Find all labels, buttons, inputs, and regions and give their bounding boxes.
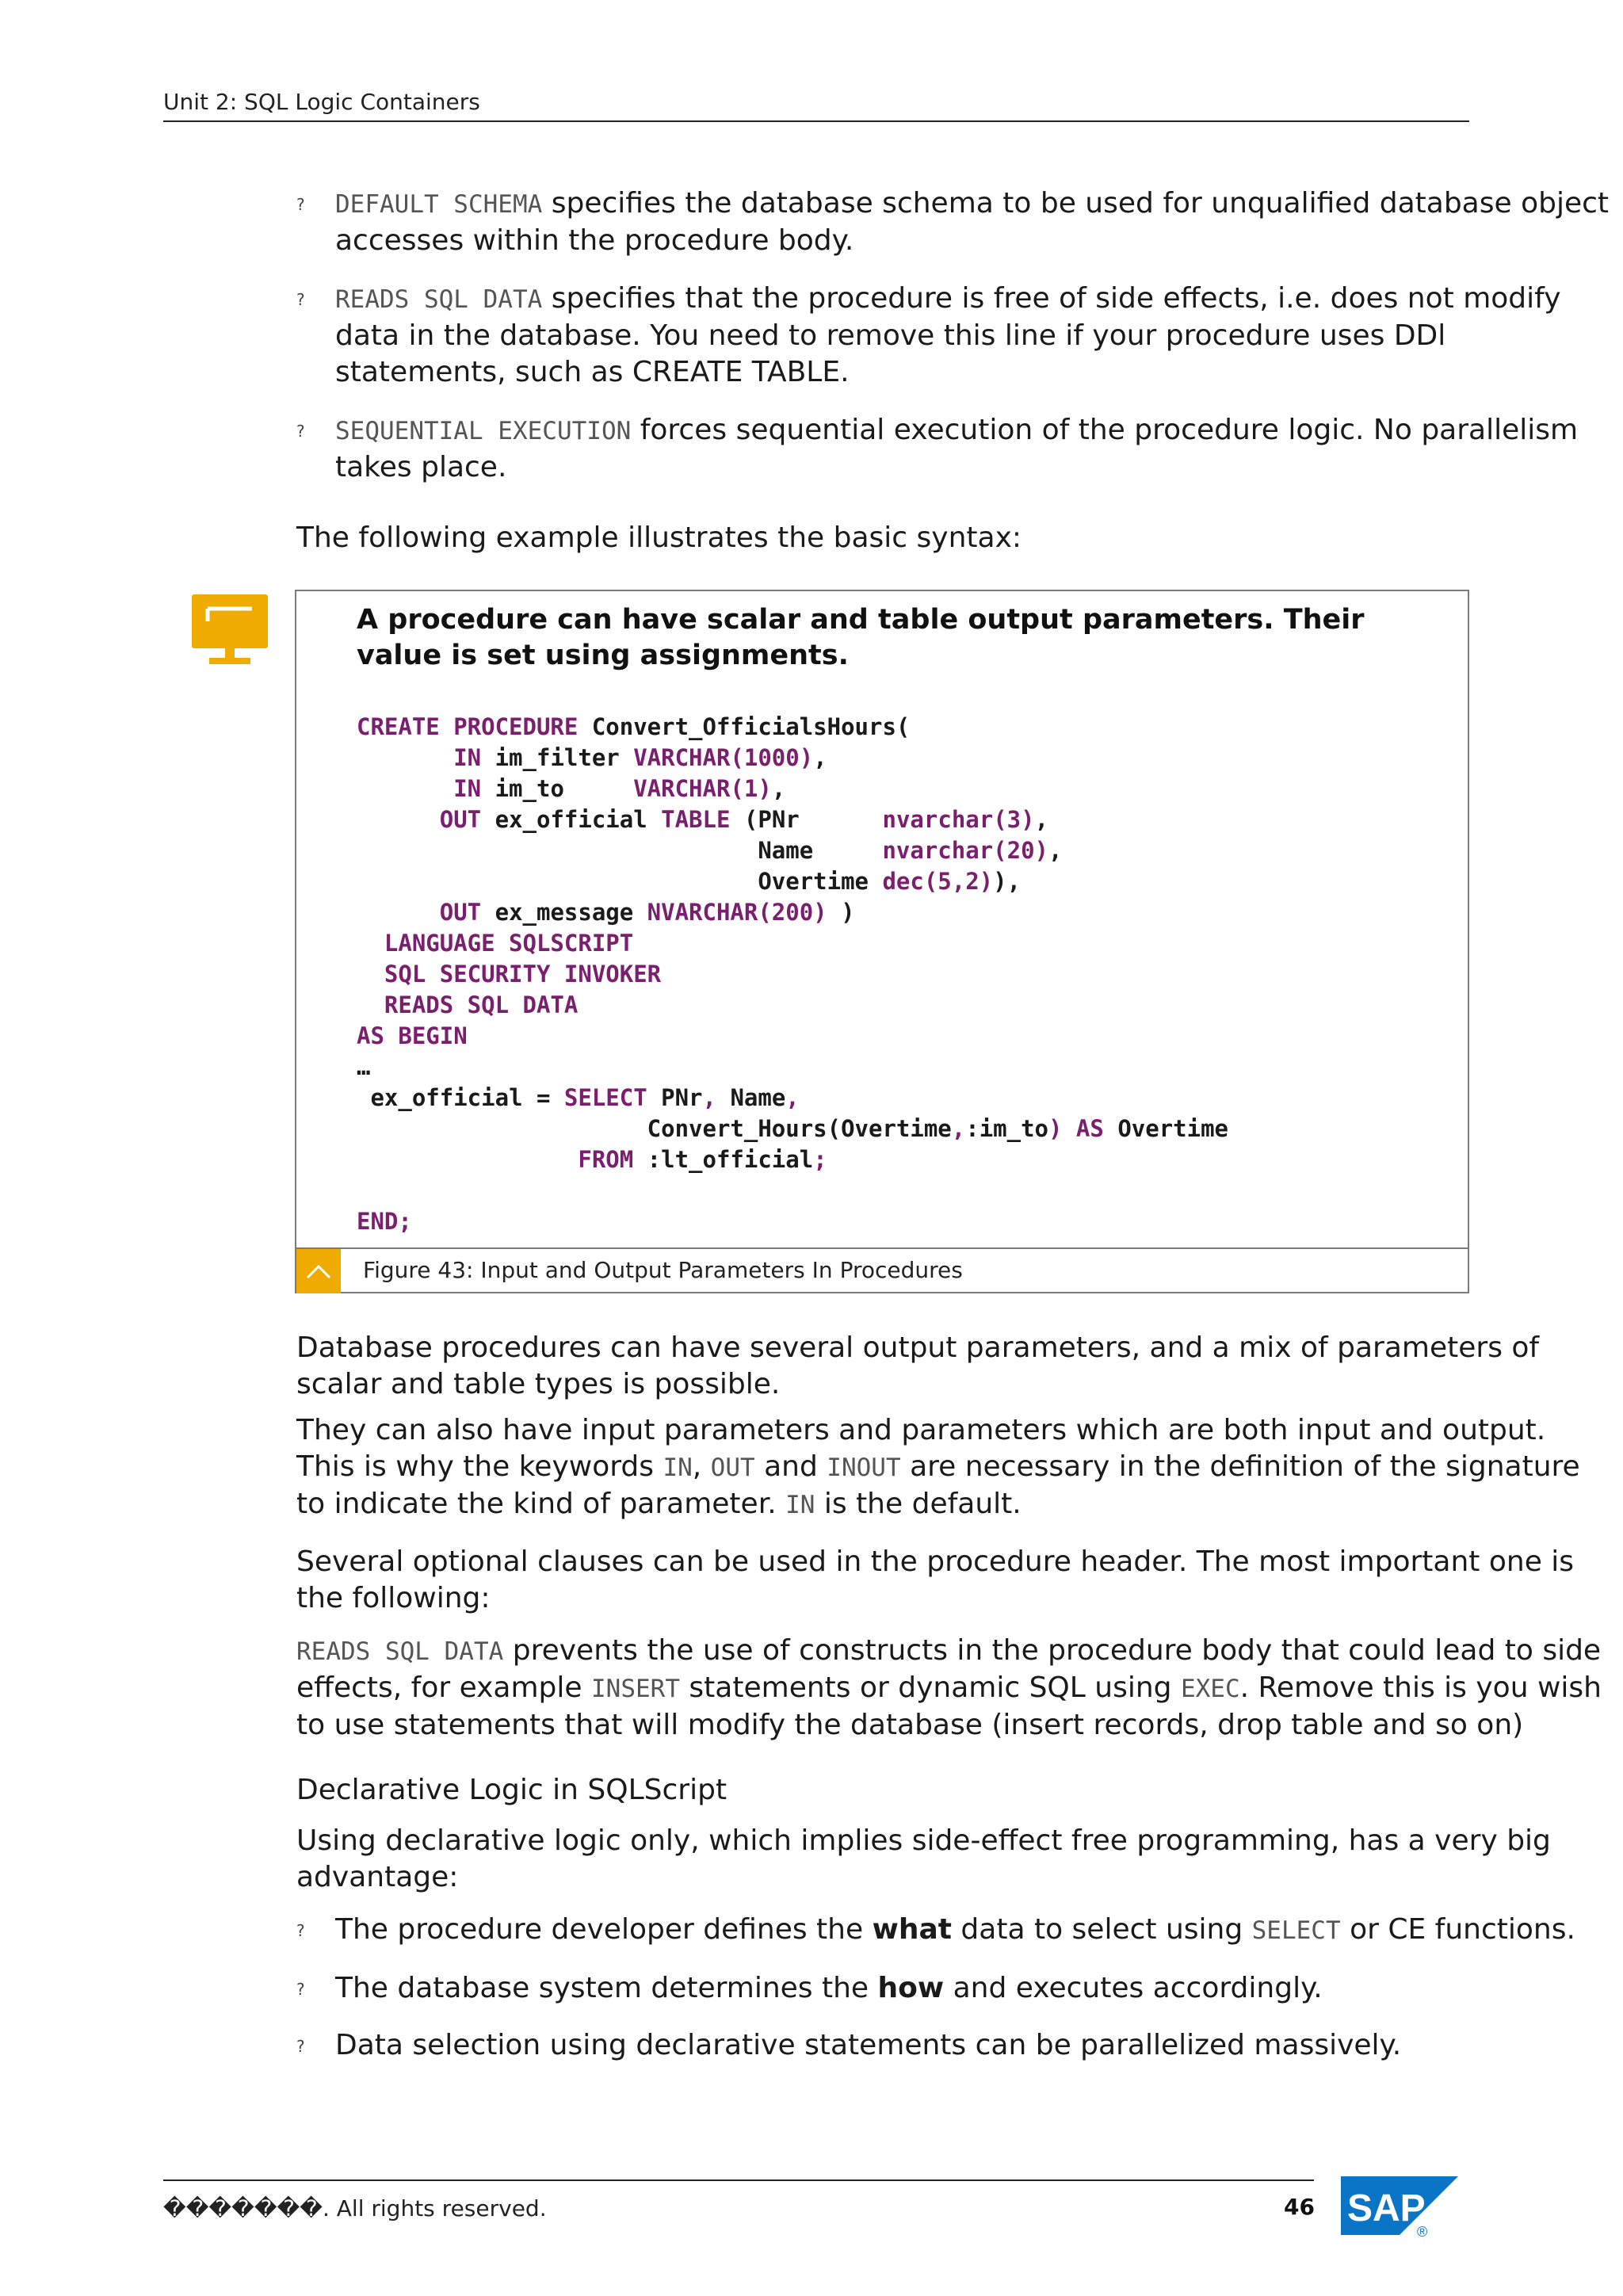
- paragraph-reads-sql-data: READS SQL DATA prevents the use of constructs in the procedure body that could lead to side effects, for example INSERT statements or dynamic SQL using EXEC. Remove this is you wish to use statements that will modify the database (insert records, drop table and so on): [296, 1634, 1602, 1741]
- page-number: 46: [1284, 2194, 1315, 2220]
- bullet-reads-sql-data: [335, 281, 1611, 391]
- running-header: Unit 2: SQL Logic Containers: [163, 89, 480, 115]
- svg-text:®: ®: [1417, 2224, 1428, 2240]
- bullet-sequential-execution: [335, 412, 1611, 486]
- inline-code: SEQUENTIAL EXECUTION: [335, 417, 632, 445]
- figure-caption: Figure 43: Input and Output Parameters In Procedures: [363, 1257, 963, 1283]
- bullet-marker: ?: [296, 422, 305, 441]
- collapse-chevron-icon[interactable]: [296, 1249, 341, 1293]
- inline-code: READS SQL DATA: [296, 1637, 504, 1666]
- figure-heading: A procedure can have scalar and table output parameters. Their value is set using assignments.: [357, 604, 1365, 671]
- bullet-text: specifies that the procedure is free of side effects, i.e. does not modify data in the database. You need to remove this line if your procedure uses DDl statements, such as CREATE TABLE.: [335, 282, 1561, 388]
- footer-divider: [163, 2179, 1314, 2181]
- footer-copyright: �������. All rights reserved.: [163, 2195, 547, 2222]
- inline-code: IN: [663, 1454, 693, 1482]
- bullet-what: The procedure developer defines the what data to select using SELECT or CE functions.: [335, 1913, 1575, 1946]
- inline-code: OUT: [710, 1454, 755, 1482]
- bullet-marker: ?: [296, 2037, 305, 2056]
- svg-text:SAP: SAP: [1347, 2187, 1426, 2229]
- code-block: CREATE PROCEDURE Convert_OfficialsHours( IN im_filter VARCHAR(1000), IN im_to VARCHAR(1), OUT ex_official TABLE (PNr nvarchar(3), Name nvarchar(20), Overtime dec(5,2)), OUT ex_message NVARCHAR(200) ) LANGUAGE SQLSCRIPT SQL SECURITY INVOKER READS SQL DATA AS BEGIN … ex_official = SELECT PNr, Name, Convert_Hours(Overtime,:im_to) AS Overtime FROM :lt_official; END;: [357, 713, 1228, 1235]
- section-subheading: Declarative Logic in SQLScript: [296, 1774, 727, 1806]
- paragraph-output-params: Database procedures can have several output parameters, and a mix of parameters of scalar and table types is possible.: [296, 1331, 1540, 1400]
- inline-code: INOUT: [827, 1454, 901, 1482]
- figure-box: [295, 590, 1469, 1293]
- bullet-marker: ?: [296, 195, 305, 214]
- intro-paragraph: The following example illustrates the basic syntax:: [296, 521, 1022, 554]
- inline-code: SELECT: [1251, 1916, 1341, 1945]
- bullet-text: forces sequential execution of the procedure logic. No parallelism takes place.: [335, 414, 1579, 483]
- paragraph-input-params: They can also have input parameters and parameters which are both input and output. This is why the keywords IN, OUT and INOUT are necessary in the definition of the signature to indicate the kind of parameter. IN is the default.: [296, 1414, 1580, 1520]
- header-divider: [163, 120, 1469, 122]
- bullet-text: specifies the database schema to be used for unqualified database object accesses within the procedure body.: [335, 187, 1610, 257]
- bullet-default-schema: [335, 185, 1611, 259]
- inline-code: IN: [785, 1491, 815, 1519]
- bullet-how: The database system determines the how and executes accordingly.: [335, 1972, 1323, 2004]
- bullet-marker: ?: [296, 1921, 305, 1940]
- sap-logo: [1341, 2176, 1468, 2240]
- paragraph-optional-clauses: Several optional clauses can be used in the procedure header. The most important one is the following:: [296, 1545, 1575, 1614]
- bullet-parallelized: Data selection using declarative statements can be parallelized massively.: [335, 2029, 1402, 2061]
- presentation-slide-icon: [190, 593, 269, 669]
- inline-code: READS SQL DATA: [335, 285, 543, 314]
- inline-code: DEFAULT SCHEMA: [335, 190, 543, 219]
- inline-code: EXEC: [1180, 1675, 1240, 1703]
- figure-caption-bar: [296, 1247, 1468, 1293]
- bullet-marker: ?: [296, 1980, 305, 1999]
- inline-code: INSERT: [591, 1675, 680, 1703]
- paragraph-declarative: Using declarative logic only, which implies side-effect free programming, has a very big advantage:: [296, 1824, 1551, 1893]
- bullet-marker: ?: [296, 290, 305, 309]
